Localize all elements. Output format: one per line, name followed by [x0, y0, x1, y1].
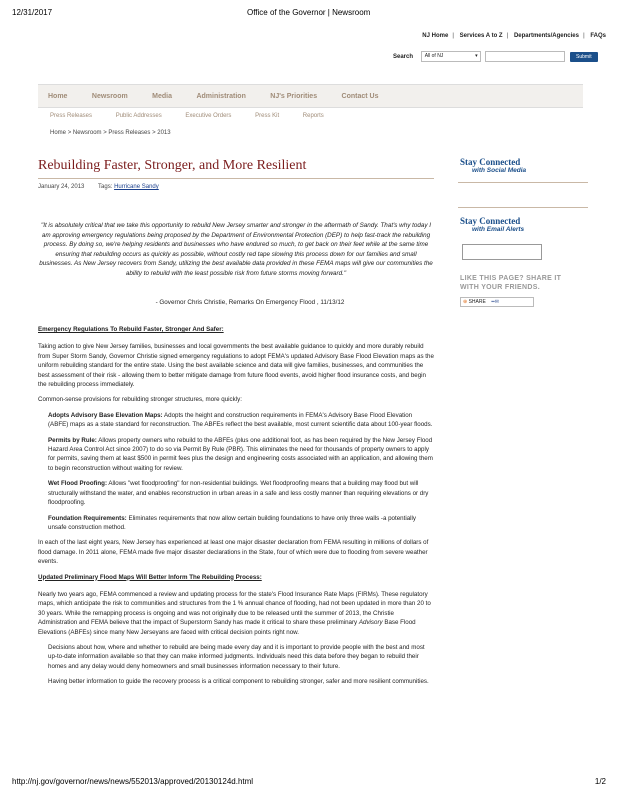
share-icon: ⊕: [463, 299, 468, 305]
share-prompt: LIKE THIS PAGE? SHARE IT WITH YOUR FRIENDS.: [460, 275, 562, 291]
tag-link[interactable]: Hurricane Sandy: [114, 184, 159, 190]
provision-title: Foundation Requirements:: [48, 514, 127, 522]
section-heading: Updated Preliminary Flood Maps Will Better Inform The Rebuilding Process:: [38, 573, 262, 581]
print-url: http://nj.gov/governor/news/news/552013/approved/20130124d.html: [12, 777, 254, 786]
paragraph: Decisions about how, where and whether to rebuild are being made every day and it is important to provide people with the best and most up-to-date information available so that they can make informed judgments. Individuals need this data before they began to rebuild their homes and any delay would deny homeowners and small businesses information necessary to their future.: [48, 643, 425, 670]
social-subheading[interactable]: with Social Media: [472, 167, 527, 174]
share-button[interactable]: ⊕ SHARE ▪▪✉: [460, 297, 534, 307]
utility-nav: NJ Home | Services A to Z | Departments/Agencies | FAQs: [422, 33, 606, 39]
sub-nav-press-releases[interactable]: Press Releases: [50, 113, 93, 119]
search-submit-button[interactable]: Submit: [570, 52, 598, 62]
search-bar: [393, 51, 598, 62]
provision-title: Wet Flood Proofing:: [48, 480, 107, 488]
print-title: Office of the Governor | Newsroom: [247, 8, 371, 17]
provision-text: Allows property owners who rebuild to the ABFEs (plus one additional foot, as has been required by the New Jersey Flood Hazard Area Control Act since 2007) to do so via Permit By Rule (PBR). This eliminates the need for thousands of property owners to apply for permits, saving them at least $500 in permit fees plus the design and engineering costs associated with an application, and allowing them to begin reconstruction without waiting for review.: [48, 436, 433, 472]
sub-nav-reports[interactable]: Reports: [302, 113, 324, 119]
chevron-down-icon: ▾: [475, 53, 478, 59]
breadcrumb-year[interactable]: > 2013: [152, 130, 171, 136]
print-date: 12/31/2017: [12, 8, 53, 17]
provision-text: Adopts the height and construction requirements in FEMA's Advisory Base Flood Elevation (ABFE) maps as a state standard for reconstruction. The ABFEs reflect the best available, most current scientific data about 100-year floods.: [48, 411, 433, 429]
social-heading: Stay Connected: [460, 157, 521, 167]
main-nav: [38, 84, 583, 108]
article-body: [38, 325, 434, 693]
article-date: January 24, 2013: [38, 184, 85, 190]
nav-departments[interactable]: Departments/Agencies: [513, 33, 579, 39]
title-divider: [38, 178, 434, 179]
breadcrumb-press-releases[interactable]: > Press Releases: [103, 130, 151, 136]
main-nav-home[interactable]: Home: [48, 93, 68, 100]
sub-nav-public-addresses[interactable]: Public Addresses: [115, 113, 162, 119]
governor-quote: "It is absolutely critical that we take this opportunity to rebuild New Jersey smarter and stronger in the aftermath of Sandy. That's why today I am approving emergency regulations being proposed by the Department of Environmental Protection (DEP) to help fast-track the rebuilding process. By doing so, we're helping residents and businesses who have endured so much, to get back on their feet while at the same time ensuring that rebuilding occurs as quickly as possible, without costly red tape slowing this process down for our families and small businesses. As New Jersey recovers from Sandy, utilizing the best available data provided in these FEMA maps will give our communities the ability to rebuild with the least possible risk from future storms moving forward.": [39, 222, 433, 277]
search-label: Search: [393, 53, 414, 60]
main-nav-newsroom[interactable]: Newsroom: [91, 93, 128, 100]
article-meta: [38, 184, 159, 190]
paragraph: Taking action to give New Jersey families, businesses and local governments the best available guidance to quickly and more durably rebuild from Super Storm Sandy, Governor Christie signed emergency regulations to adopt FEMA's updated Advisory Base Flood Elevation maps as the uniform rebuilding standard for the entire state. Using the best available science and data will give families, businesses, and communities the best assessment of their risk - allowing them to better mitigate damage from future flood events, avoid higher flood insurance costs, and begin the rebuilding process immediately.: [38, 343, 434, 389]
tags-label: Tags:: [98, 184, 113, 190]
search-input[interactable]: [485, 51, 565, 62]
quote-attribution: - Governor Chris Christie, Remarks On Emergency Flood , 11/13/12: [155, 299, 345, 306]
email-subheading: with Email Alerts: [472, 226, 525, 233]
email-heading: Stay Connected: [460, 216, 521, 226]
provision-title: Permits by Rule:: [48, 436, 97, 444]
provision-text: Allows "wet floodproofing" for non-residential buildings. Wet floodproofing means that a building may flood but will structurally withstand the water, and enables reconstruction in urban areas in a safe and less costly manner than requiring elevations or dry floodproofing.: [48, 480, 429, 507]
nav-faqs[interactable]: FAQs: [590, 33, 606, 39]
sub-nav-executive-orders[interactable]: Executive Orders: [185, 113, 232, 119]
email-alert-input[interactable]: [462, 244, 542, 260]
main-nav-priorities[interactable]: NJ's Priorities: [270, 93, 318, 100]
sidebar-divider: [458, 207, 588, 208]
nav-services[interactable]: Services A to Z: [459, 33, 503, 39]
paragraph: In each of the last eight years, New Jersey has experienced at least one major disaster declaration from FEMA resulting in millions of dollars of flood damage. In 2011 alone, FEMA made five major disaster declarations in the State, four of which were due to flooding from severe weather events.: [38, 539, 429, 566]
print-page-number: 1/2: [594, 777, 606, 786]
nav-nj-home[interactable]: NJ Home: [422, 33, 449, 39]
paragraph: Having better information to guide the recovery process is a critical component to rebuilding stronger, safer and more resilient communities.: [48, 678, 429, 686]
provision-item: [48, 479, 434, 507]
page-title: Rebuilding Faster, Stronger, and More Resilient: [38, 158, 307, 173]
sidebar-divider: [458, 182, 588, 183]
provision-text: Eliminates requirements that now allow certain building foundations to have only three walls -a potentially unsafe construction method.: [48, 514, 416, 531]
main-nav-media[interactable]: Media: [152, 93, 172, 100]
main-nav-contact[interactable]: Contact Us: [341, 93, 379, 100]
provision-item: [48, 514, 434, 533]
sub-nav-press-kit[interactable]: Press Kit: [255, 113, 280, 119]
provision-item: [48, 436, 434, 474]
section-heading: Emergency Regulations To Rebuild Faster, Stronger And Safer:: [38, 326, 224, 333]
breadcrumb-newsroom[interactable]: > Newsroom: [67, 130, 102, 136]
provision-item: [48, 411, 434, 430]
sub-nav: [50, 113, 346, 119]
social-icons: ▪▪✉: [491, 299, 499, 305]
breadcrumb-home[interactable]: Home: [50, 130, 67, 136]
paragraph: Common-sense provisions for rebuilding stronger structures, more quickly:: [38, 396, 242, 404]
main-nav-administration[interactable]: Administration: [196, 93, 246, 100]
provision-title: Adopts Advisory Base Elevation Maps:: [48, 411, 163, 419]
breadcrumb: [50, 130, 171, 136]
paragraph: Nearly two years ago, FEMA commenced a review and updating process for the state's Flood Insurance Rate Maps (FIRMs). These regulatory maps, which anticipate the risk to communities and structures from the 1 % annual chance of flooding, had not been updated in more than 20 to 30 years. While the remapping process is ongoing and was not originally due to be released until the summer of 2013, the Christie Administration and FEMA believe that the impact of Superstorm Sandy has made it critical to share these preliminary Advisory Base Flood Elevations (ABFEs) since many New Jerseyans are faced with critical decision points right now.: [38, 590, 431, 636]
search-scope-select[interactable]: All of NJ ▾: [421, 51, 481, 62]
